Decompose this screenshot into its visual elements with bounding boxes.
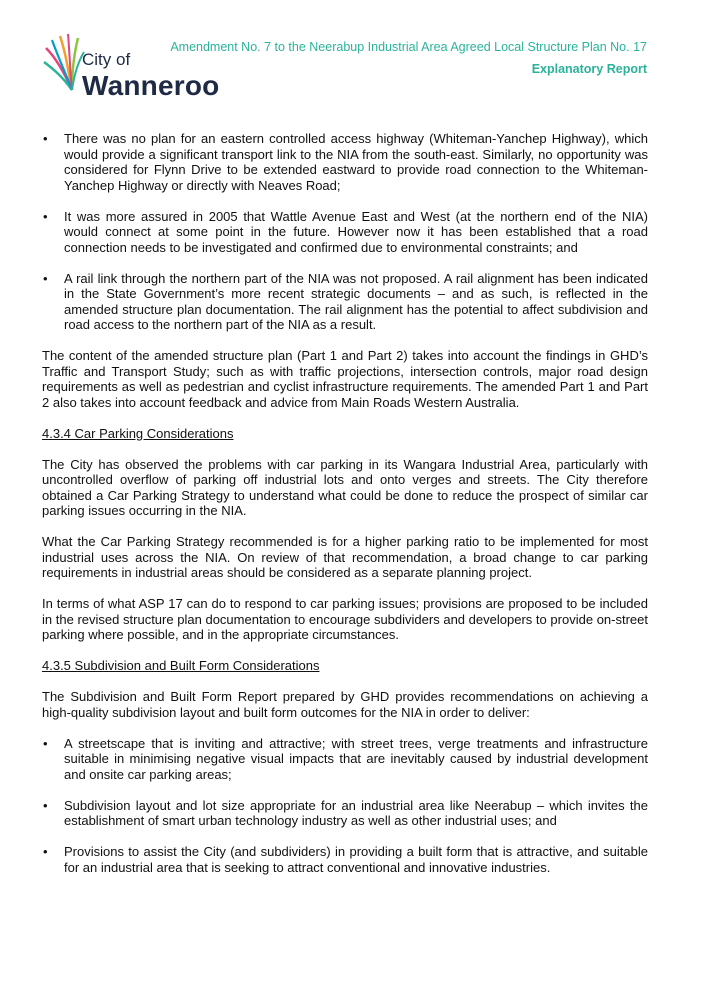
bullet-dot: •: [43, 270, 48, 286]
bullet-dot: •: [43, 844, 48, 859]
bullet-item: [42, 131, 648, 193]
paragraph: What the Car Parking Strategy recommended is for a higher parking ratio to be implemented for most industrial uses across the NIA. On review of that recommendation, a broad change to car parking requirements in industrial areas should be considered as a separate planning project.: [42, 534, 648, 580]
logo-city-of-text: City of: [82, 50, 131, 69]
paragraph: The Subdivision and Built Form Report prepared by GHD provides recommendations on achieving a high-quality subdivision layout and built form outcomes for the NIA in order to deliver:: [42, 689, 648, 720]
bullet-text: It was more assured in 2005 that Wattle Avenue East and West (at the northern end of the NIA) would connect at some point in the future. However now it has been established that a road connection needs to be investigated and confirmed due to environmental constraints; and: [64, 208, 648, 255]
bullet-dot: •: [43, 797, 48, 813]
bullet-dot: •: [43, 735, 48, 751]
document-title: Amendment No. 7 to the Neerabup Industrial Area Agreed Local Structure Plan No. 17: [170, 40, 647, 54]
bullet-item: [42, 736, 648, 783]
logo-wanneroo-text: Wanneroo: [82, 70, 220, 101]
bullet-text: A streetscape that is inviting and attractive; with street trees, verge treatments and infrastructure suitable in minimising negative visual impacts that are inevitably caused by industrial development and onsite car parking areas;: [64, 735, 648, 782]
bullet-item: [42, 798, 648, 829]
page-body: [42, 131, 648, 875]
bullet-item: [42, 271, 648, 333]
bullet-text: Subdivision layout and lot size appropriate for an industrial area like Neerabup – which invites the establishment of smart urban technology industry as well as other industrial uses; and: [64, 797, 648, 828]
bullet-item: [42, 844, 648, 875]
section-heading: 4.3.5 Subdivision and Built Form Considerations: [42, 658, 320, 673]
section-heading: 4.3.4 Car Parking Considerations: [42, 425, 234, 441]
bullet-dot: •: [43, 208, 48, 224]
bullet-text: A rail link through the northern part of the NIA was not proposed. A rail alignment has been indicated in the State Government’s more recent strategic documents – and as such, is reflected in the amended structure plan documentation. The rail alignment has the potential to affect subdivision and road access to the northern part of the NIA as a result.: [64, 270, 648, 332]
paragraph: The content of the amended structure plan (Part 1 and Part 2) takes into account the findings in GHD’s Traffic and Transport Study; such as with traffic projections, intersection controls, major road design requirements as well as pedestrian and cyclist infrastructure requirements. The amended Part 1 and Part 2 also takes into account feedback and advice from Main Roads Western Australia.: [42, 348, 648, 410]
logo-leaf-icon: [42, 32, 86, 92]
document-subtitle: Explanatory Report: [531, 62, 647, 76]
paragraph: In terms of what ASP 17 can do to respond to car parking issues; provisions are proposed to be included in the revised structure plan documentation to encourage subdividers and developers to provide on-street parking where possible, and in the appropriate circumstances.: [42, 596, 648, 642]
bullet-dot: •: [43, 131, 48, 146]
bullet-text: There was no plan for an eastern controlled access highway (Whiteman-Yanchep Highway), which would provide a significant transport link to the NIA from the south-east. Similarly, no opportunity was considered for Flynn Drive to be extended eastward to provide road connection to the Whiteman-Yanchep Highway or directly with Neaves Road;: [64, 131, 648, 193]
bullet-text: Provisions to assist the City (and subdividers) in providing a built form that is attractive, and suitable for an industrial area that is seeking to attract conventional and innovative industries.: [64, 844, 648, 875]
bullet-item: [42, 209, 648, 256]
paragraph: The City has observed the problems with car parking in its Wangara Industrial Area, particularly with uncontrolled overflow of parking off industrial lots and onto verges and streets. The City therefore obtained a Car Parking Strategy to understand what could be done to reduce the prospect of similar car parking issues occurring in the NIA.: [42, 456, 648, 518]
